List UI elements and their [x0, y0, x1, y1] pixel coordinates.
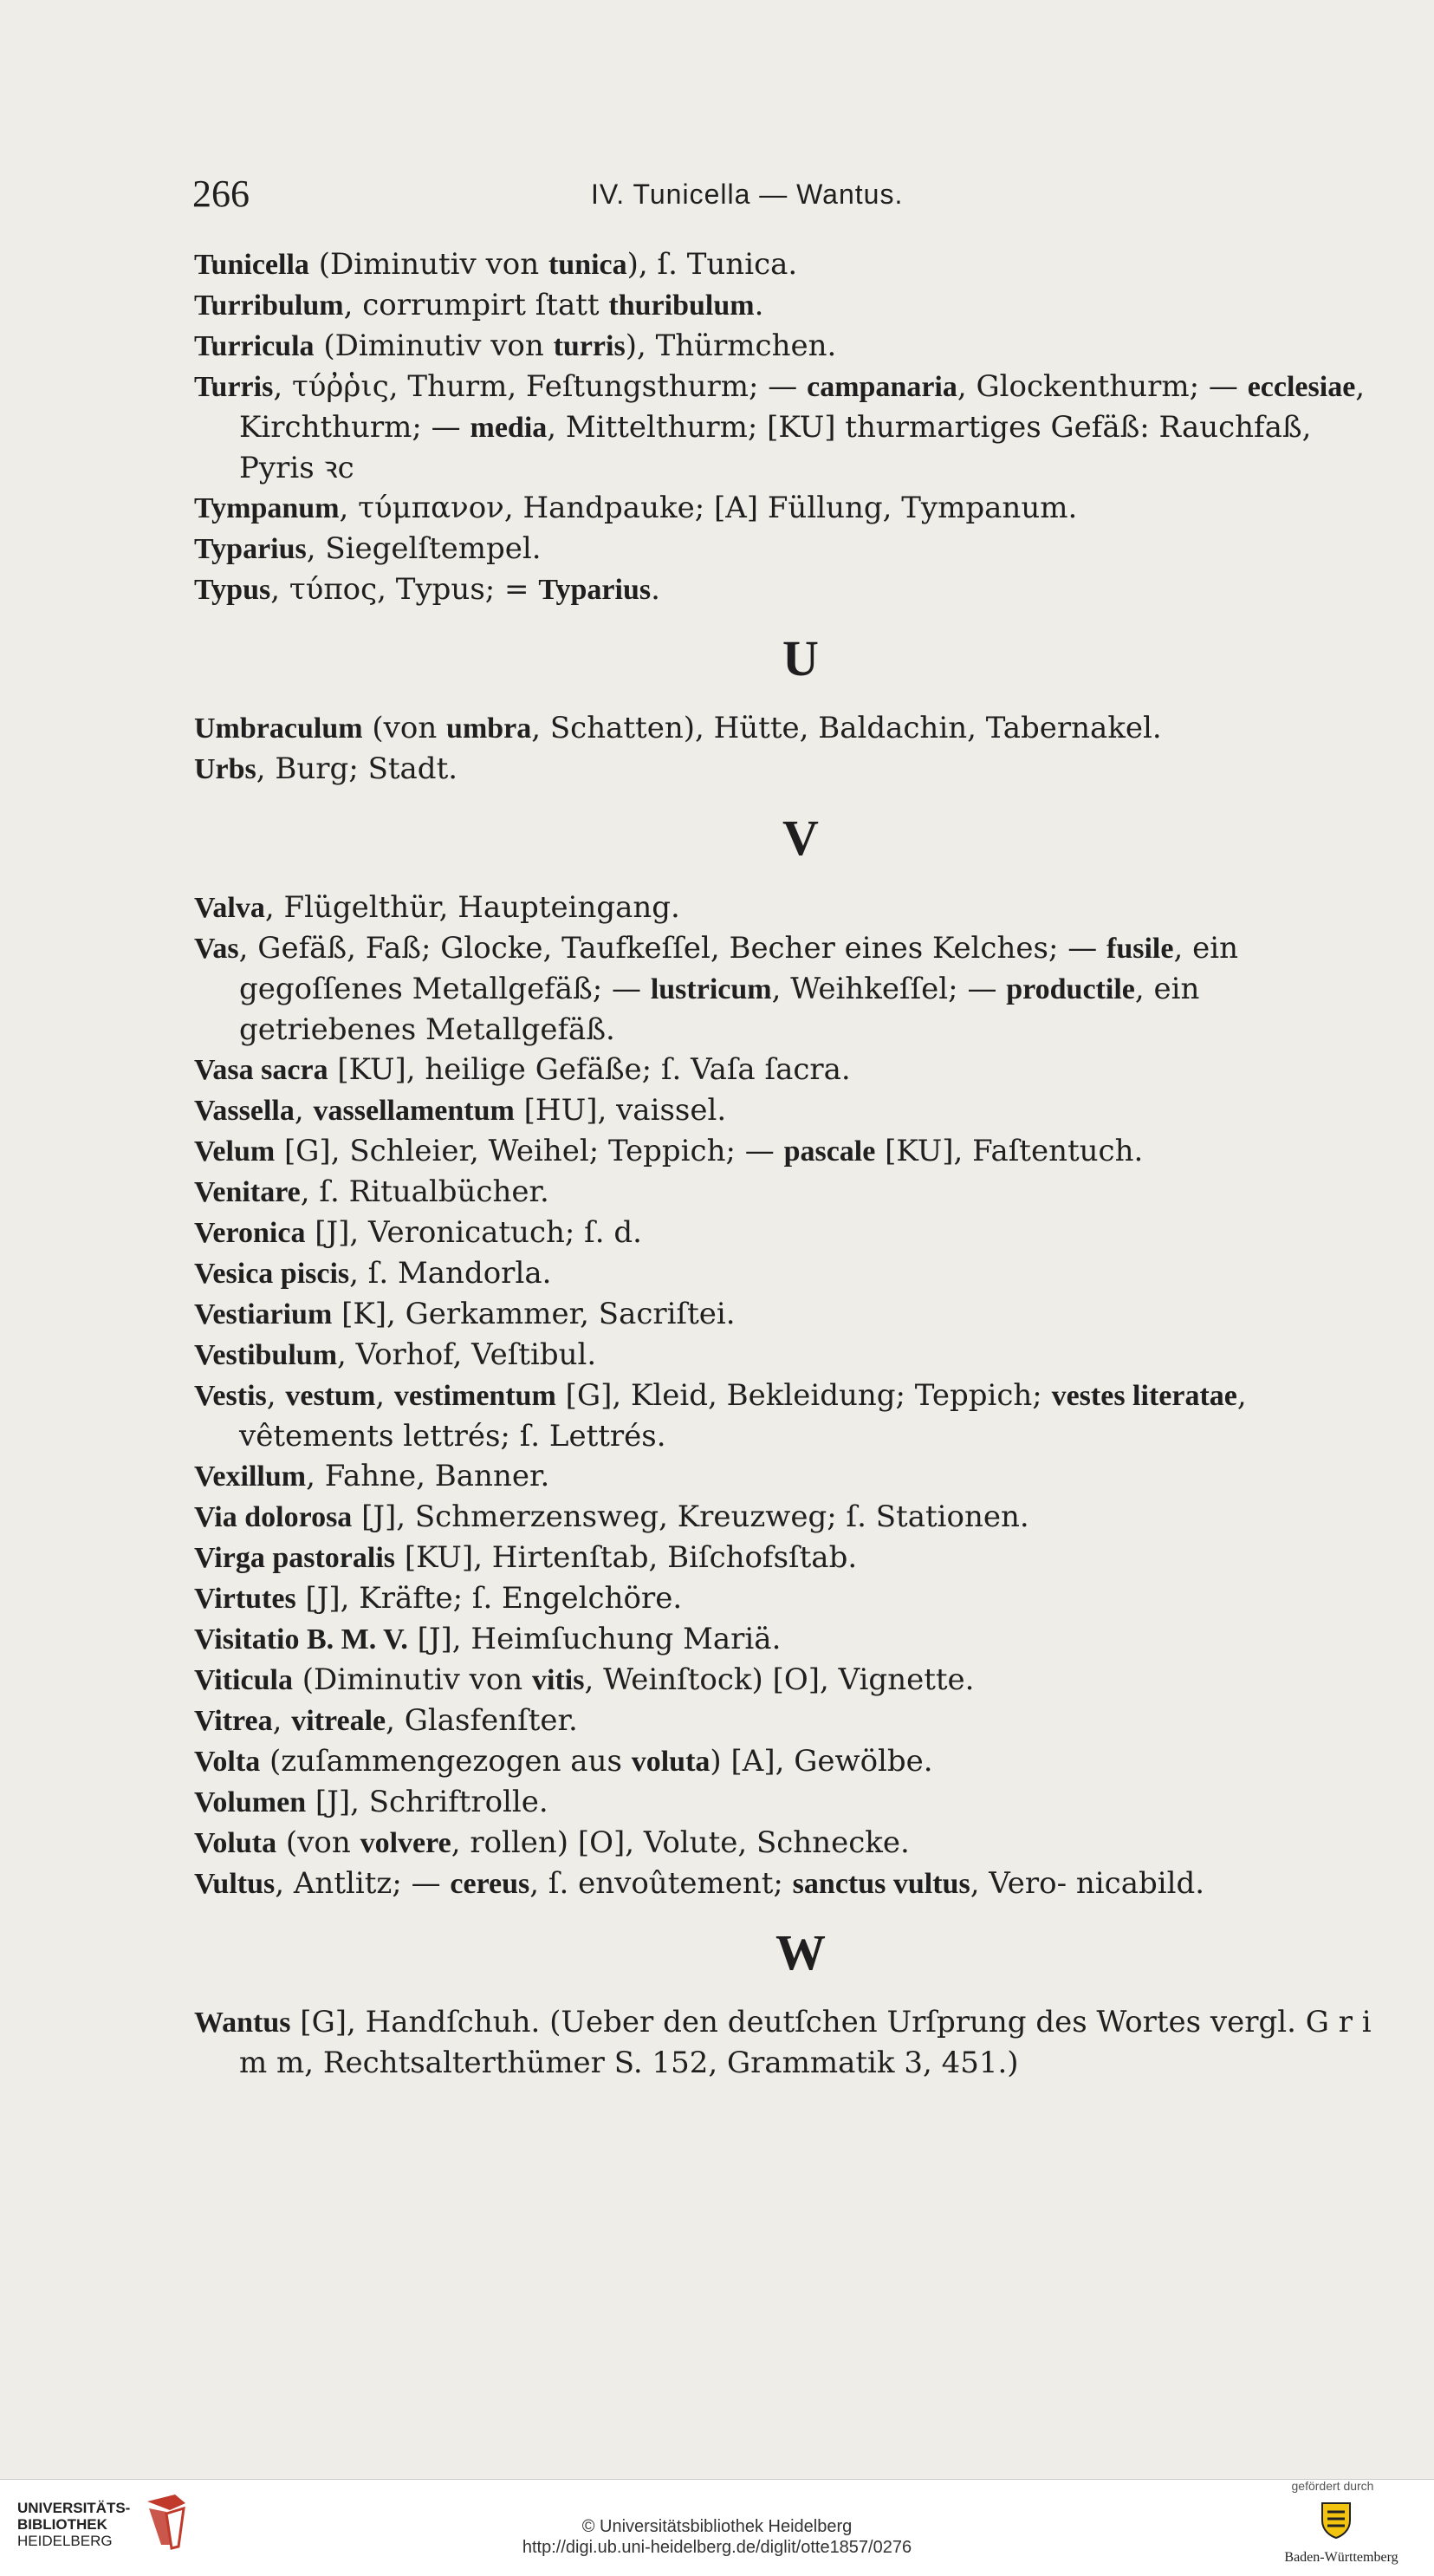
entry-text: , ein getriebenes Metallgefäß. [239, 972, 1200, 1047]
latin-term: productile [1006, 973, 1135, 1005]
entry-headword: Typus [194, 574, 271, 606]
entry-headword: Urbs [194, 753, 256, 785]
latin-term: vestum [285, 1380, 376, 1412]
entry-headword: Turricula [194, 330, 315, 362]
entry-headword: Turris [194, 371, 274, 403]
entry-text: , Burg; Stadt. [256, 751, 458, 786]
latin-term: pascale [783, 1135, 876, 1168]
entry-headword: Typarius [194, 533, 307, 565]
entry-text: , Flügelthür, Haupteingang. [264, 890, 680, 925]
glossary-entry [194, 1213, 1381, 1253]
entry-headword: Vestiarium [194, 1298, 333, 1330]
entry-headword: Viticula [194, 1664, 293, 1696]
entry-text: , ein gegoſſenes Metallgefäß; — [239, 931, 1238, 1006]
glossary-entry [194, 1578, 1381, 1619]
latin-term: vestes literatae [1051, 1380, 1237, 1412]
latin-term: vassellamentum [313, 1095, 515, 1127]
glossary-entry [194, 1456, 1381, 1497]
latin-term: campanaria [807, 371, 957, 403]
entry-text: , Weinſtock) [O], Vignette. [584, 1662, 975, 1697]
entry-text: [J], Heimſuchung Mariä. [407, 1622, 782, 1656]
section-letter: W [775, 1924, 826, 1981]
library-name: UNIVERSITÄTS- BIBLIOTHEK HEIDELBERG [17, 2500, 131, 2549]
glossary-entry [194, 1538, 1381, 1578]
entry-headword: Vitrea [194, 1705, 273, 1737]
entry-text: , [266, 1378, 286, 1413]
entry-text: [J], Schmerzensweg, Kreuzweg; ſ. Stationen. [352, 1499, 1029, 1534]
latin-term: voluta [631, 1746, 711, 1778]
glossary-entry [194, 1619, 1381, 1660]
latin-term: sanctus vultus [792, 1868, 970, 1900]
entry-headword: Via dolorosa [194, 1501, 353, 1533]
entry-headword: Tunicella [194, 249, 309, 281]
entry-text: , vêtements lettrés; ſ. Lettrés. [239, 1378, 1247, 1454]
glossary-entry [194, 529, 1381, 569]
entry-text: (von [362, 711, 447, 745]
glossary-entry [194, 888, 1381, 928]
entry-headword: Vestis [194, 1380, 267, 1412]
glossary-entry [194, 1497, 1381, 1538]
entry-text: . [651, 572, 660, 607]
entry-text: (Diminutiv von [292, 1662, 533, 1697]
page-header [192, 172, 1267, 224]
entry-text: , Fahne, Banner. [306, 1459, 550, 1493]
entry-headword: Visitatio B. M. V. [194, 1623, 408, 1656]
entry-headword: Virtutes [194, 1583, 296, 1615]
entry-text: , Gefäß, Faß; Glocke, Taufkeſſel, Becher eines Kelches; — [238, 931, 1107, 966]
latin-term: tunica [548, 249, 627, 281]
entry-headword: Umbraculum [194, 712, 363, 745]
glossary-entry [194, 1701, 1381, 1741]
glossary-entry [194, 928, 1381, 1050]
entry-headword: Vexillum [194, 1460, 307, 1493]
entry-text: , rollen) [O], Volute, Schnecke. [451, 1825, 910, 1860]
entry-text: [K], Gerkammer, Sacriſtei. [332, 1297, 736, 1331]
entry-headword: Turribulum [194, 289, 344, 322]
glossary-entry [194, 1823, 1381, 1864]
latin-term: vitreale [291, 1705, 386, 1737]
latin-term: cereus [450, 1868, 530, 1900]
glossary-entry [194, 1335, 1381, 1376]
glossary-entry [194, 1090, 1381, 1131]
entry-headword: Virga pastoralis [194, 1542, 396, 1574]
entry-headword: Wantus [194, 2007, 291, 2039]
funder-name: Baden-Württemberg [1284, 2550, 1398, 2565]
latin-term: media [470, 412, 548, 444]
glossary-entry [194, 1660, 1381, 1701]
entry-text: , Antlitz; — [275, 1866, 451, 1901]
entry-headword: Vesica piscis [194, 1258, 350, 1290]
latin-term: vitis [532, 1664, 585, 1696]
latin-term: fusile [1106, 933, 1174, 965]
entry-text: , τύῤῥις, Thurm, Feſtungsthurm; — [273, 369, 808, 404]
entry-text: [G], Schleier, Weihel; Teppich; — [275, 1134, 784, 1168]
entry-text: , ſ. Ritualbücher. [300, 1174, 549, 1209]
latin-term: thuribulum [608, 289, 755, 322]
latin-term: ecclesiae [1247, 371, 1356, 403]
entry-text: [KU], Faſtentuch. [875, 1134, 1144, 1168]
entry-text: , Glockenthurm; — [957, 369, 1248, 404]
entry-text: [G], Handſchuh. (Ueber den deutſchen Urſprung des Wortes vergl. G r i m m, Rechtsalterthümer S. 152, Grammatik 3, 451.) [239, 2005, 1372, 2080]
entry-text: [J], Kräfte; ſ. Engelchöre. [295, 1581, 683, 1616]
glossary-entry [194, 488, 1381, 529]
entry-text: (Diminutiv von [308, 247, 548, 282]
entry-headword: Vassella [194, 1095, 295, 1127]
entry-text: , ſ. envoûtement; [529, 1866, 793, 1901]
entry-headword: Voluta [194, 1827, 277, 1859]
latin-term: turris [553, 330, 626, 362]
entry-text: , corrumpirt ſtatt [343, 288, 609, 322]
glossary-entry [194, 1131, 1381, 1172]
entry-text: (von [276, 1825, 360, 1860]
entry-text: . [754, 288, 764, 322]
entry-text: , τύπος, Typus; = [270, 572, 539, 607]
entry-headword: Vasa sacra [194, 1054, 328, 1086]
glossary-entry [194, 1294, 1381, 1335]
glossary-entry [194, 1864, 1381, 1904]
entry-text: , Schatten), Hütte, Baldachin, Tabernakel. [531, 711, 1162, 745]
entry-headword: Velum [194, 1135, 276, 1168]
entry-text: [KU], heilige Gefäße; ſ. Vaſa ſacra. [328, 1052, 851, 1087]
entry-headword: Veronica [194, 1217, 306, 1249]
entry-text: [J], Schriftrolle. [306, 1785, 548, 1819]
section-letter: V [782, 810, 819, 866]
entry-text: , [375, 1378, 394, 1413]
glossary-entry [194, 244, 1381, 285]
latin-term: volvere [360, 1827, 451, 1859]
glossary-entries [194, 244, 1381, 2083]
entry-text: , ſ. Mandorla. [349, 1256, 552, 1291]
glossary-entry [194, 326, 1381, 367]
section-letter: U [782, 630, 819, 686]
glossary-entry [194, 1741, 1381, 1782]
entry-text: , Mittelthurm; [KU] thurmartiges Gefäß: Rauchfaß, Pyris ꝛc [239, 410, 1312, 485]
running-title: IV. Tunicella — Wantus. [591, 179, 904, 210]
glossary-entry [194, 285, 1381, 326]
entry-text: , Kirchthurm; — [239, 369, 1366, 445]
glossary-entry [194, 1376, 1381, 1456]
glossary-entry [194, 708, 1381, 749]
glossary-entry [194, 1172, 1381, 1213]
copyright-text: © Universitätsbibliothek Heidelberg [581, 2517, 853, 2536]
entry-text: [J], Veronicatuch; ſ. d. [305, 1215, 642, 1250]
entry-text: [KU], Hirtenſtab, Biſchofsſtab. [395, 1540, 858, 1575]
entry-headword: Vestibulum [194, 1339, 338, 1371]
entry-text: , Glasfenſter. [386, 1703, 578, 1738]
entry-text: , Weihkeſſel; — [771, 972, 1007, 1006]
latin-term: lustricum [650, 973, 772, 1005]
glossary-entry [194, 1782, 1381, 1823]
latin-term: vestimentum [393, 1380, 556, 1412]
entry-text: (Diminutiv von [314, 329, 554, 363]
glossary-entry [194, 1050, 1381, 1090]
entry-text: ) [A], Gewölbe. [710, 1744, 933, 1779]
permalink-url[interactable]: http://digi.ub.uni-heidelberg.de/diglit/otte1857/0276 [522, 2538, 912, 2557]
entry-text: , [294, 1093, 314, 1128]
funded-by-label: gefördert durch [1291, 2479, 1374, 2493]
latin-term: Typarius [538, 574, 652, 606]
entry-text: [HU], vaissel. [514, 1093, 727, 1128]
latin-term: umbra [446, 712, 532, 745]
entry-text: , Siegelſtempel. [306, 531, 542, 566]
entry-headword: Volta [194, 1746, 261, 1778]
entry-headword: Valva [194, 892, 265, 924]
entry-headword: Venitare [194, 1176, 301, 1208]
entry-headword: Vultus [194, 1868, 276, 1900]
entry-headword: Vas [194, 933, 239, 965]
glossary-entry [194, 2002, 1381, 2083]
funder-coat-of-arms-icon [1319, 2500, 1353, 2540]
entry-text: , Vorhof, Veſtibul. [337, 1337, 597, 1372]
entry-headword: Volumen [194, 1786, 307, 1818]
entry-text: [G], Kleid, Bekleidung; Teppich; [555, 1378, 1052, 1413]
entry-headword: Tympanum [194, 492, 340, 524]
glossary-entry [194, 749, 1381, 790]
entry-text: ), ſ. Tunica. [626, 247, 798, 282]
page-number: 266 [192, 172, 250, 215]
entry-text: , Vero- nicabild. [970, 1866, 1205, 1901]
glossary-entry [194, 367, 1381, 488]
glossary-entry [194, 569, 1381, 610]
entry-text: (zuſammengezogen aus [260, 1744, 632, 1779]
entry-text: ), Thürmchen. [625, 329, 837, 363]
glossary-entry [194, 1253, 1381, 1294]
entry-text: , τύμπανον, Handpauke; [A] Füllung, Tympanum. [339, 491, 1078, 525]
entry-text: , [272, 1703, 292, 1738]
